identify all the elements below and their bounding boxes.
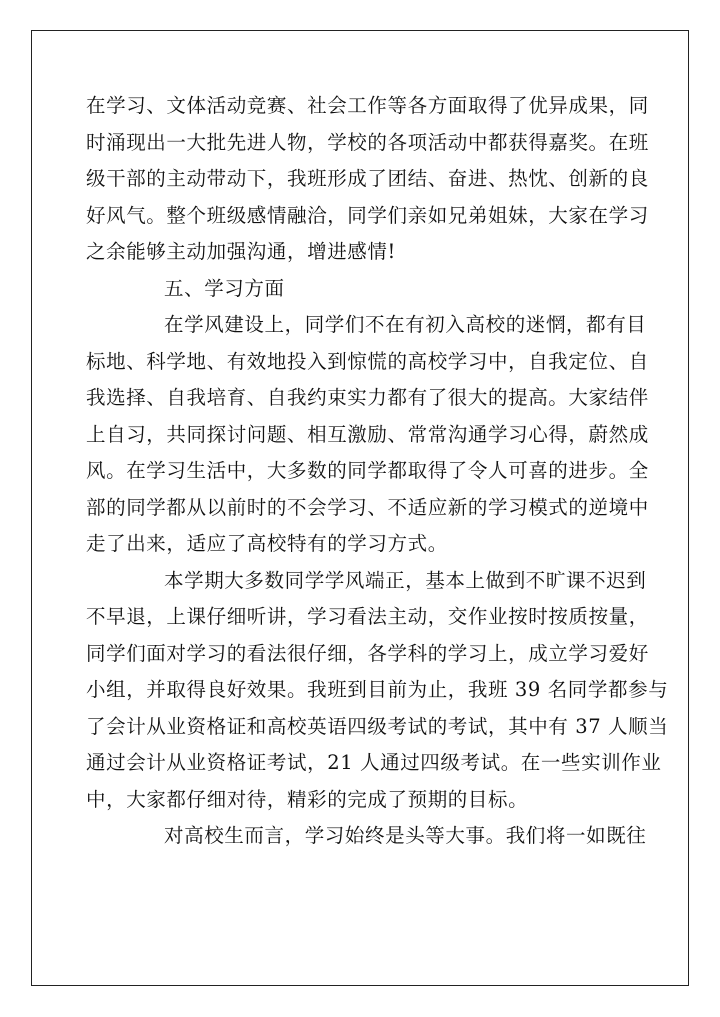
text-line: 好风气。整个班级感情融洽，同学们亲如兄弟姐妹，大家在学习 xyxy=(86,203,649,227)
text-line: 我选择、自我培育、自我约束实力都有了很大的提高。大家结伴 xyxy=(86,386,649,409)
text-line: 级干部的主动带动下，我班形成了团结、奋进、热忱、创新的良 xyxy=(86,167,649,190)
paragraph-1 xyxy=(86,88,649,271)
text-line: 标地、科学地、有效地投入到惊慌的高校学习中，自我定位、自 xyxy=(86,349,649,373)
text-line: 通过会计从业资格证考试，21 人通过四级考试。在一些实训作业 xyxy=(86,751,662,774)
text-line: 同学们面对学习的看法很仔细，各学科的学习上，成立学习爱好 xyxy=(86,641,649,665)
document-body xyxy=(86,88,669,855)
text-line: 了会计从业资格证和高校英语四级考试的考试，其中有 37 人顺当 xyxy=(86,714,669,738)
text-line: 部的同学都从以前时的不会学习、不适应新的学习模式的逆境中 xyxy=(86,495,649,519)
text-line: 对高校生而言，学习始终是头等大事。我们将一如既往 xyxy=(164,824,647,847)
text-line: 小组，并取得良好效果。我班到目前为止，我班 39 名同学都参与 xyxy=(86,678,669,701)
text-line: 之余能够主动加强沟通，增进感情! xyxy=(86,240,396,263)
text-line: 在学习、文体活动竞赛、社会工作等各方面取得了优异成果，同 xyxy=(86,94,649,117)
text-line: 时涌现出一大批先进人物，学校的各项活动中都获得嘉奖。在班 xyxy=(86,130,649,154)
text-line: 走了出来，适应了高校特有的学习方式。 xyxy=(86,532,448,555)
text-line: 风。在学习生活中，大多数的同学都取得了令人可喜的进步。全 xyxy=(86,459,649,482)
paragraph-3 xyxy=(86,563,669,819)
text-line: 不早退，上课仔细听讲，学习看法主动，交作业按时按质按量， xyxy=(86,605,649,628)
text-line: 在学风建设上，同学们不在有初入高校的迷惘，都有目 xyxy=(164,313,647,336)
text-line: 中，大家都仔细对待，精彩的完成了预期的目标。 xyxy=(86,787,529,811)
text-line: 上自习，共同探讨问题、相互激励、常常沟通学习心得，蔚然成 xyxy=(86,422,649,446)
text-line: 本学期大多数同学学风端正，基本上做到不旷课不迟到 xyxy=(164,568,647,592)
paragraph-4 xyxy=(86,818,647,855)
heading-text: 五、学习方面 xyxy=(164,276,285,300)
section-heading xyxy=(86,271,634,308)
paragraph-2 xyxy=(86,307,649,563)
